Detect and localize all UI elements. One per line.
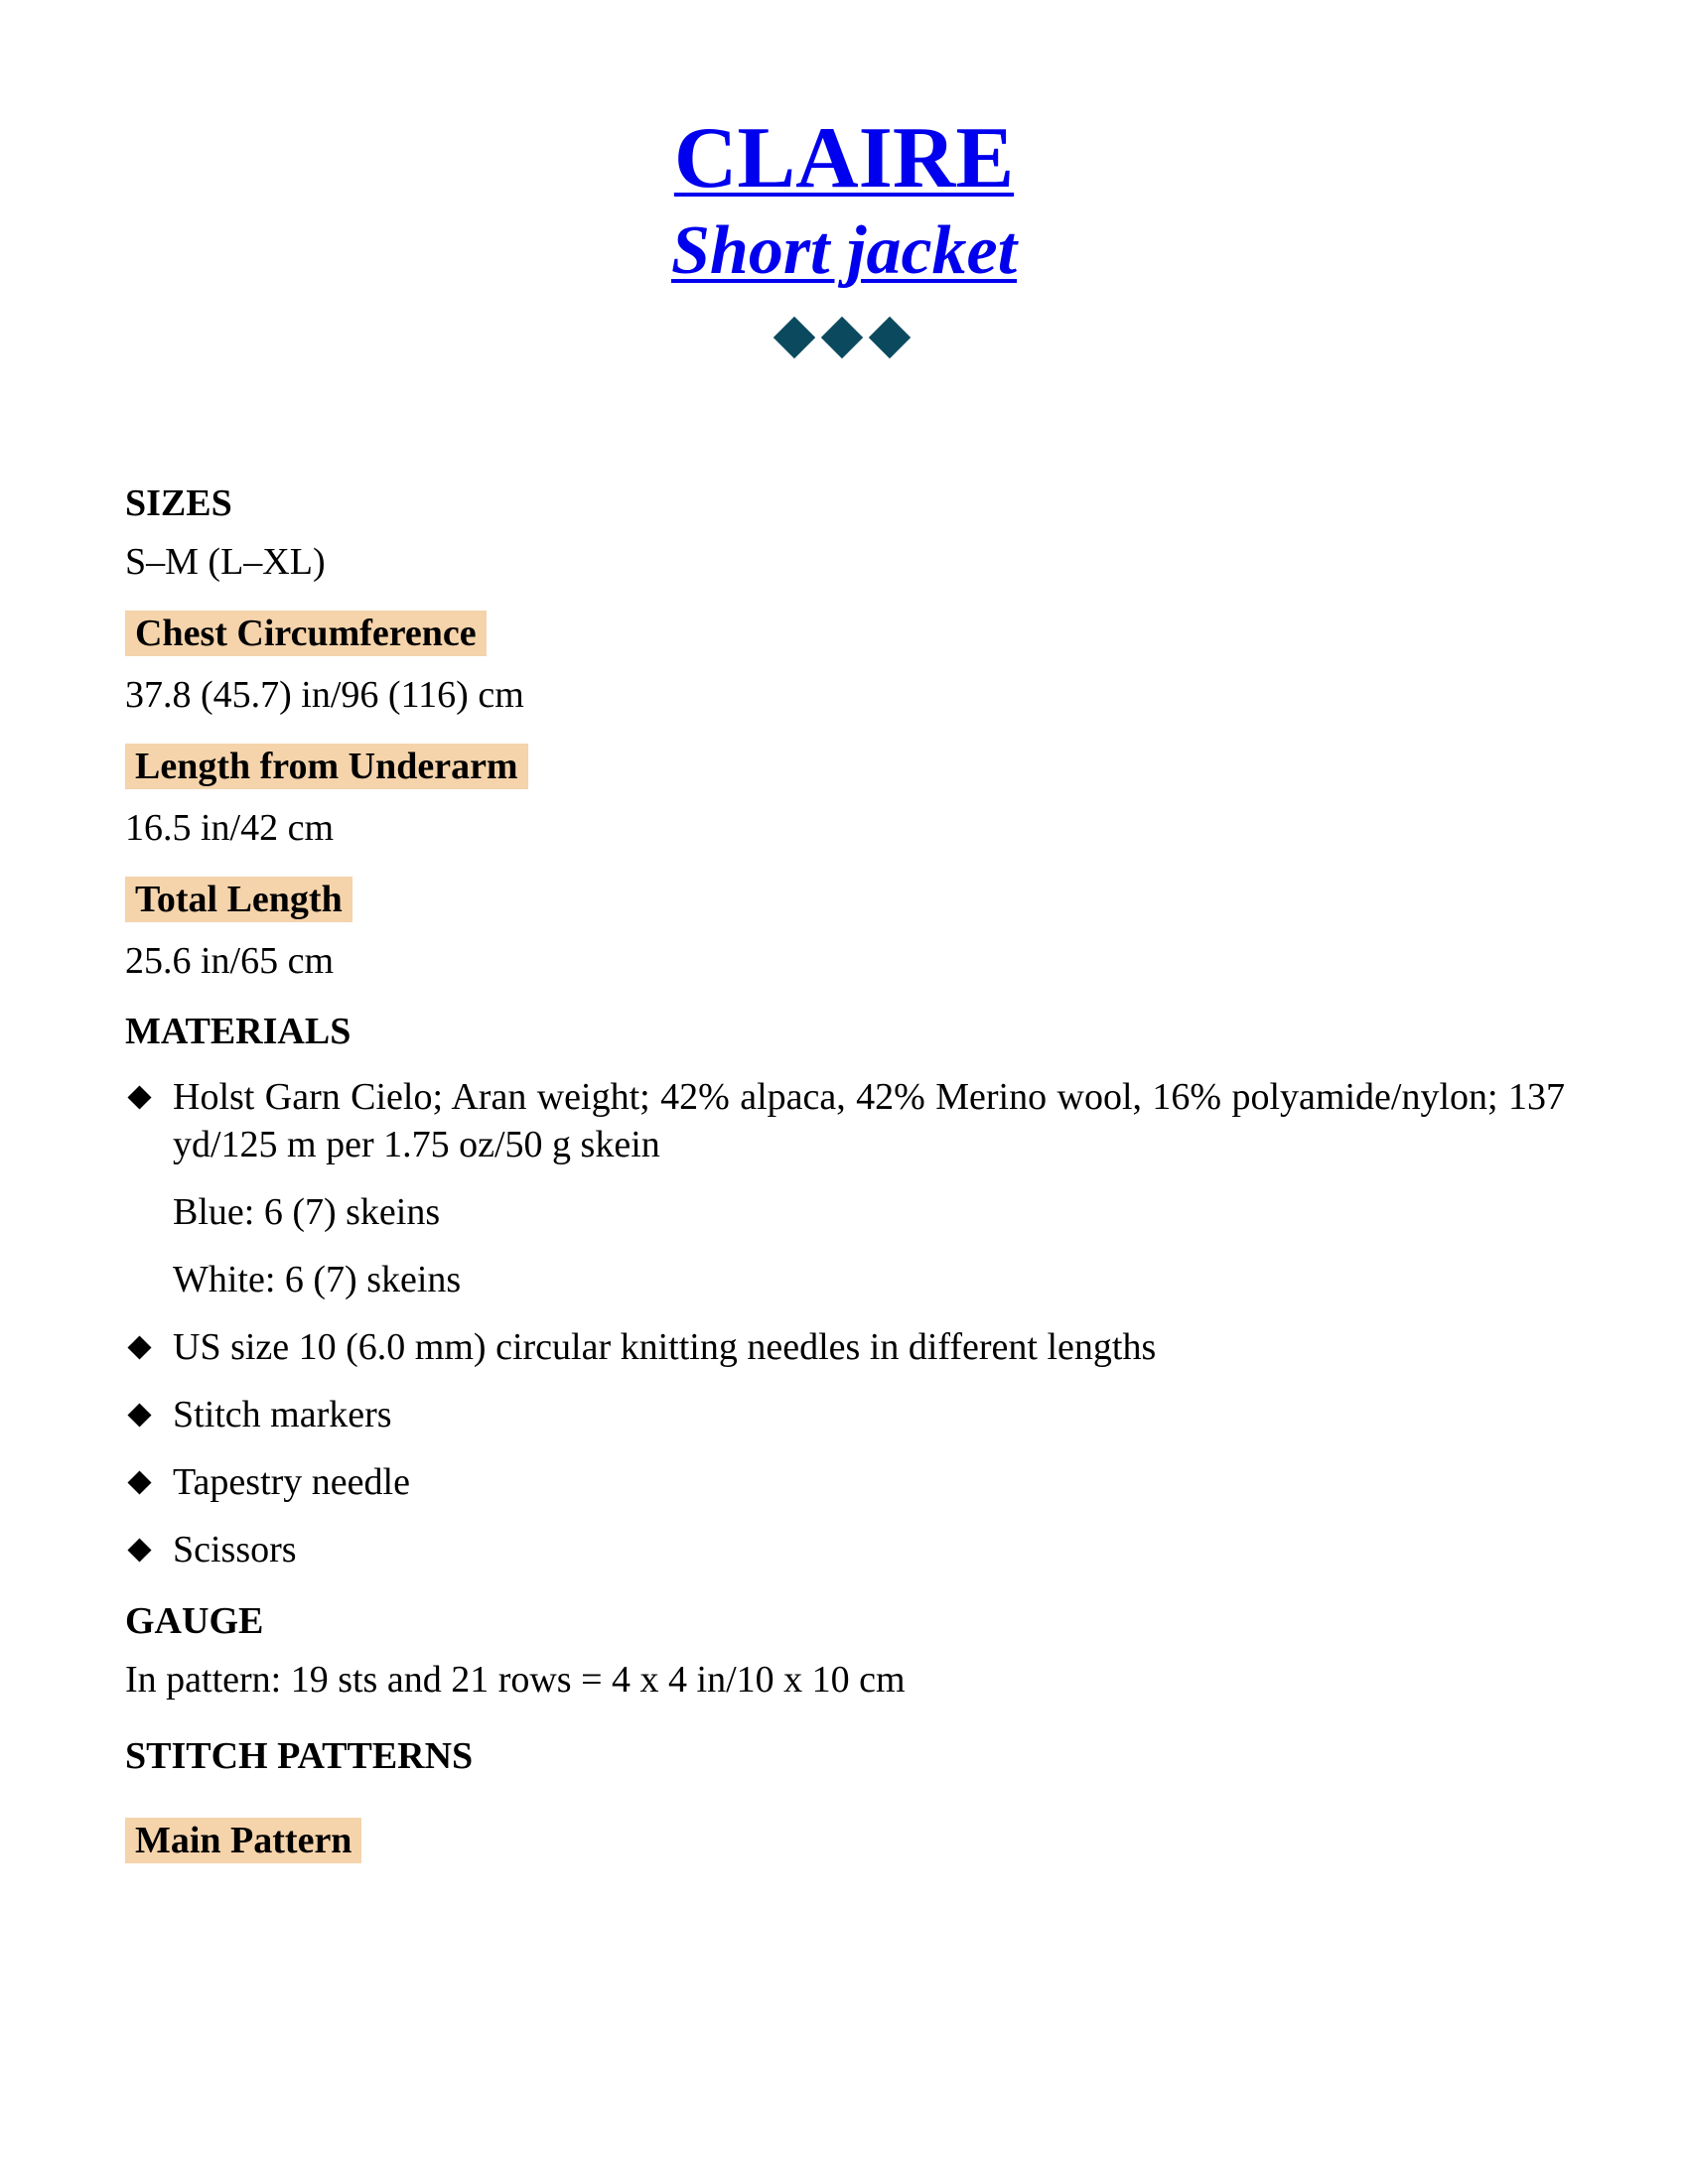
total-length-value: 25.6 in/65 cm [125,940,335,982]
scissors-item: Scissors [173,1529,297,1570]
materials-list [125,1073,1565,1168]
diamond-bullet-icon [127,1470,151,1494]
gauge-heading: GAUGE [125,1600,264,1642]
yarn-color-white: White: 6 (7) skeins [173,1259,462,1300]
length-underarm-value: 16.5 in/42 cm [125,807,335,849]
pattern-title: CLAIRE [673,110,1015,206]
diamond-bullet-icon [127,1403,151,1427]
list-item [125,1073,1565,1168]
list-item [125,1526,1565,1573]
total-length-label: Total Length [125,877,352,922]
tapestry-needle-item: Tapestry needle [173,1461,410,1503]
gauge-value: In pattern: 19 sts and 21 rows = 4 x 4 in/10 x 10 cm [125,1659,906,1701]
yarn-description: Holst Garn Cielo; Aran weight; 42% alpaca, 42% Merino wool, 16% polyamide/nylon; 137 yd/125 m per 1.75 oz/50 g skein [173,1076,1565,1165]
sizes-value: S–M (L–XL) [125,541,326,583]
stitch-patterns-heading: STITCH PATTERNS [125,1735,474,1777]
diamond-icon [821,317,863,358]
materials-tools-list [125,1323,1565,1573]
pattern-subtitle: Short jacket [670,212,1018,289]
pattern-content [125,481,1565,1863]
chest-circumference-label: Chest Circumference [125,611,487,656]
diamond-icon [869,317,911,358]
sizes-heading: SIZES [125,482,232,524]
diamond-bullet-icon [127,1335,151,1359]
materials-heading: MATERIALS [125,1011,352,1052]
diamond-bullet-icon [127,1538,151,1562]
list-item [125,1391,1565,1438]
main-pattern-label: Main Pattern [125,1818,361,1863]
needles-item: US size 10 (6.0 mm) circular knitting needles in different lengths [173,1326,1157,1368]
list-item [125,1458,1565,1506]
length-underarm-label: Length from Underarm [125,744,528,789]
diamond-icon [774,317,815,358]
chest-circumference-value: 37.8 (45.7) in/96 (116) cm [125,674,524,716]
title-block [0,111,1688,296]
diamond-bullet-icon [127,1085,151,1109]
stitch-markers-item: Stitch markers [173,1394,392,1435]
yarn-color-blue: Blue: 6 (7) skeins [173,1191,441,1233]
list-item [125,1323,1565,1371]
three-diamonds-icon [0,318,1688,367]
